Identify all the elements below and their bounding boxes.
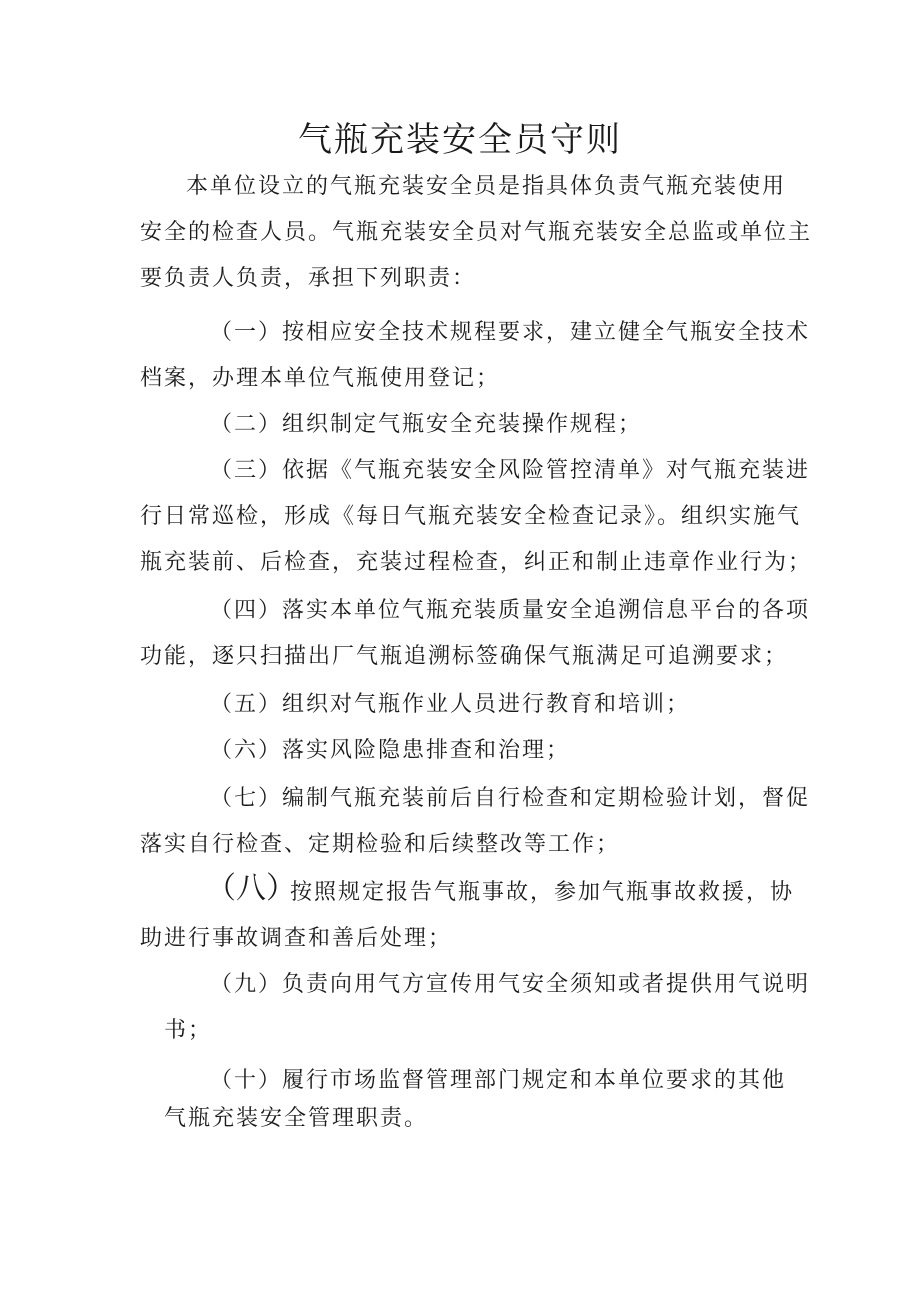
item-1-line-2: 档案，办理本单位气瓶使用登记； [140, 366, 501, 391]
item-2-line-1: （二）组织制定气瓶安全充装操作规程； [210, 412, 643, 437]
document-title: 气瓶充装安全员守则 [298, 120, 622, 160]
item-8-line-2: 助进行事故调查和善后处理； [140, 926, 453, 951]
item-1-line-1: （一）按相应安全技术规程要求，建立健全气瓶安全技术 [210, 320, 811, 345]
item-6-line-1: （六）落实风险隐患排查和治理； [210, 738, 571, 763]
item-8-number: （八） [206, 871, 296, 906]
item-3-line-1: （三）依据《气瓶充装安全风险管控清单》对气瓶充装进 [210, 458, 811, 483]
paragraph-intro-line-3: 要负责人负责，承担下列职责： [140, 266, 477, 291]
item-9-line-1: （九）负责向用气方宣传用气安全须知或者提供用气说明 [210, 972, 811, 997]
item-3-line-2: 行日常巡检，形成《每日气瓶充装安全检查记录》。组织实施气 [140, 504, 802, 529]
item-9-line-2: 书； [164, 1018, 213, 1043]
item-10-line-2: 气瓶充装安全管理职责。 [164, 1106, 429, 1131]
item-8-line-1: 按照规定报告气瓶事故，参加气瓶事故救援，协 [290, 880, 795, 905]
item-3-line-3: 瓶充装前、后检查，充装过程检查，纠正和制止违章作业行为； [140, 550, 813, 575]
item-7-line-1: （七）编制气瓶充装前后自行检查和定期检验计划，督促 [210, 786, 811, 811]
item-7-line-2: 落实自行检查、定期检验和后续整改等工作； [140, 832, 621, 857]
paragraph-intro-line-2: 安全的检查人员。气瓶充装安全员对气瓶充装安全总监或单位主 [140, 220, 813, 245]
item-4-line-2: 功能，逐只扫描出厂气瓶追溯标签确保气瓶满足可追溯要求； [140, 644, 789, 669]
item-10-line-1: （十）履行市场监督管理部门规定和本单位要求的其他 [210, 1068, 787, 1093]
item-4-line-1: （四）落实本单位气瓶充装质量安全追溯信息平台的各项 [210, 598, 811, 623]
item-5-line-1: （五）组织对气瓶作业人员进行教育和培训； [210, 692, 691, 717]
paragraph-intro-line-1: 本单位设立的气瓶充装安全员是指具体负责气瓶充装使用 [186, 174, 787, 199]
